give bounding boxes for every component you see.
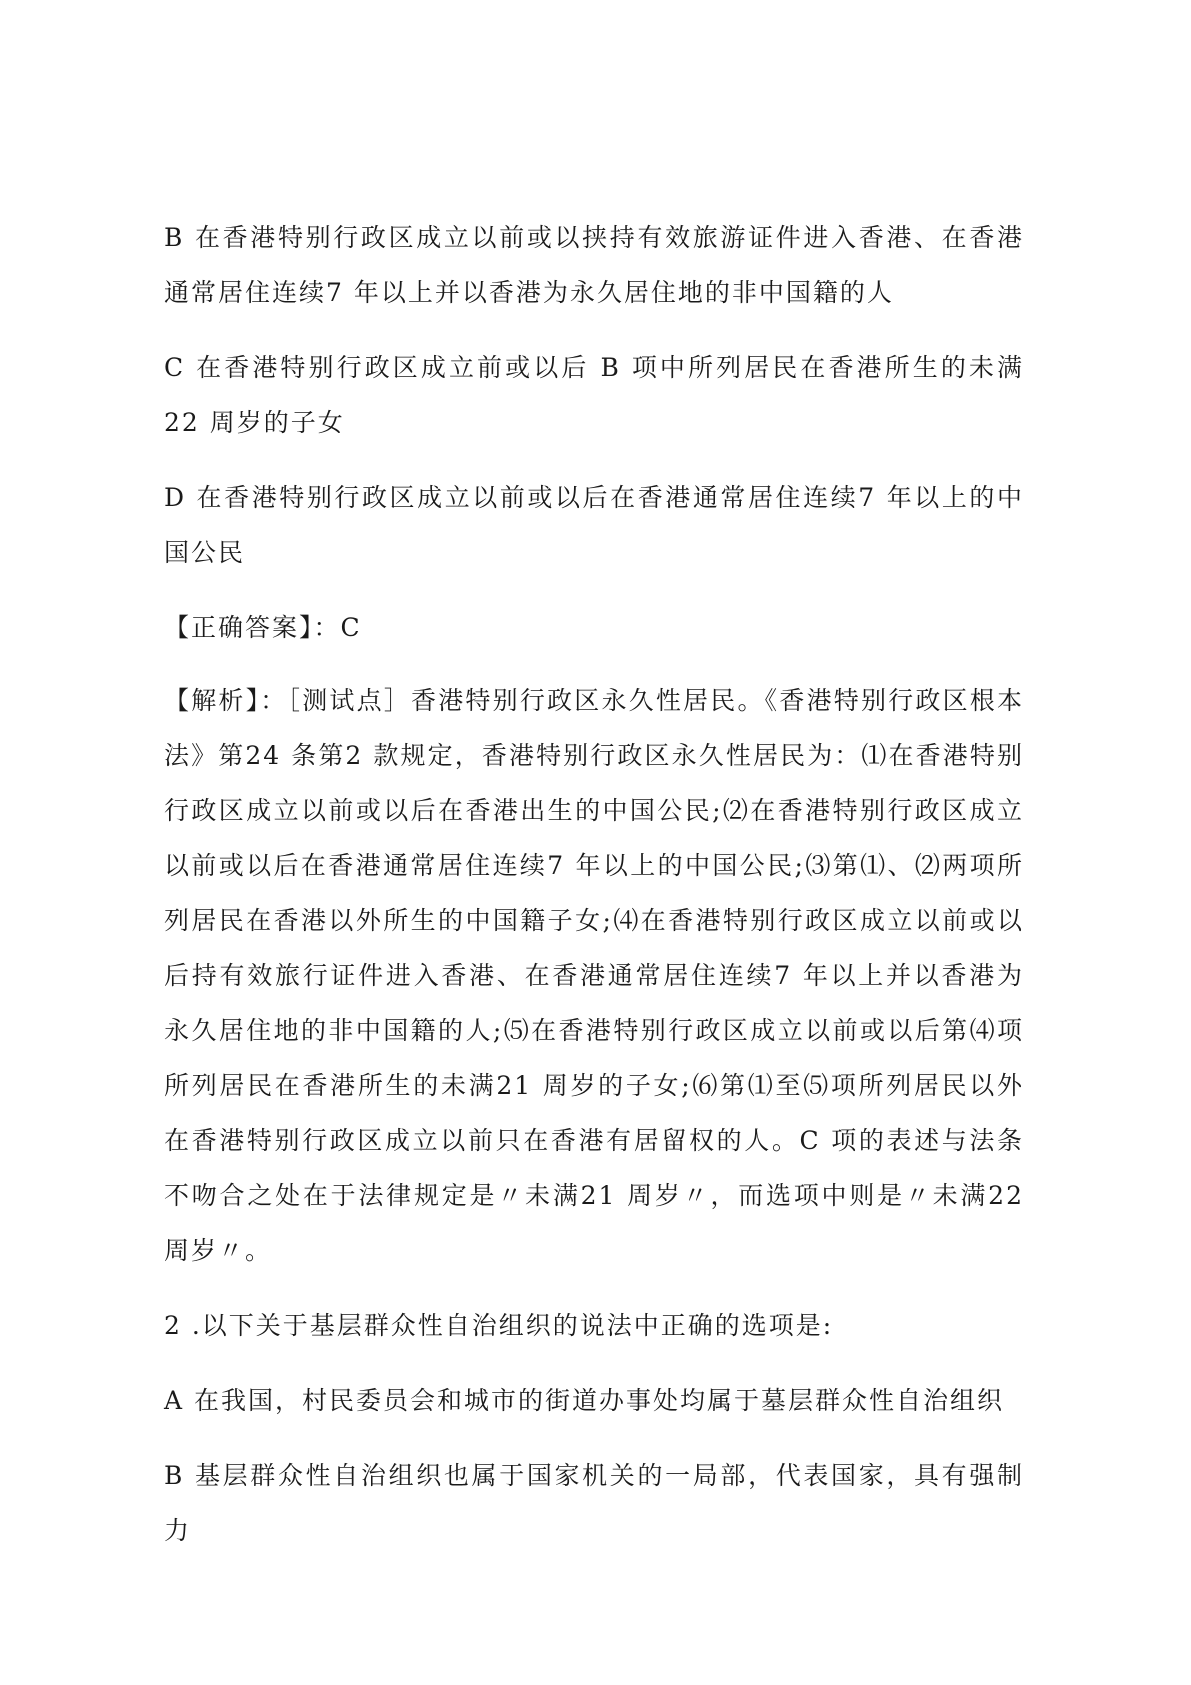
correct-answer: 【正确答案】：C xyxy=(164,613,362,642)
q2-option-b-text: B 基层群众性自治组织也属于国家机关的一局部，代表国家，具有强制力 xyxy=(164,1461,1024,1545)
question-2-stem: 2 .以下关于基层群众性自治组织的说法中正确的选项是: xyxy=(164,1311,834,1340)
q2-option-a-text: A 在我国，村民委员会和城市的街道办事处均属于墓层群众性自治组织 xyxy=(164,1386,1005,1415)
option-b-text: B 在香港特别行政区成立以前或以挟持有效旅游证件进入香港、在香港通常居住连续7 年以上并以香港为永久居住地的非中国籍的人 xyxy=(164,223,1024,307)
analysis-text: 【解析】：［测试点］香港特别行政区永久性居民。《香港特别行政区根本法》第24 条第2 款规定，香港特别行政区永久性居民为：⑴在香港特别行政区成立以前或以后在香港出生的中国公民;⑵在香港特别行政区成立以前或以后在香港通常居住连续7 年以上的中国公民;⑶第⑴、⑵两项所列居民在香港以外所生的中国籍子女;⑷在香港特别行政区成立以前或以后持有效旅行证件进入香港、在香港通常居住连续7 年以上并以香港为永久居住地的非中国籍的人;⑸在香港特别行政区成立以前或以后第⑷项所列居民在香港所生的未满21 周岁的子女;⑹第⑴至⑸项所列居民以外在香港特别行政区成立以前只在香港有居留权的人。C 项的表述与法条不吻合之处在于法律规定是〃未满21 周岁〃，而选项中则是〃未满22 周岁〃。 xyxy=(164,686,1024,1265)
option-c-text: C 在香港特别行政区成立前或以后 B 项中所列居民在香港所生的未满22 周岁的子女 xyxy=(164,353,1024,437)
option-d-text: D 在香港特别行政区成立以前或以后在香港通常居住连续7 年以上的中国公民 xyxy=(164,483,1024,567)
document-body xyxy=(164,210,1024,1578)
